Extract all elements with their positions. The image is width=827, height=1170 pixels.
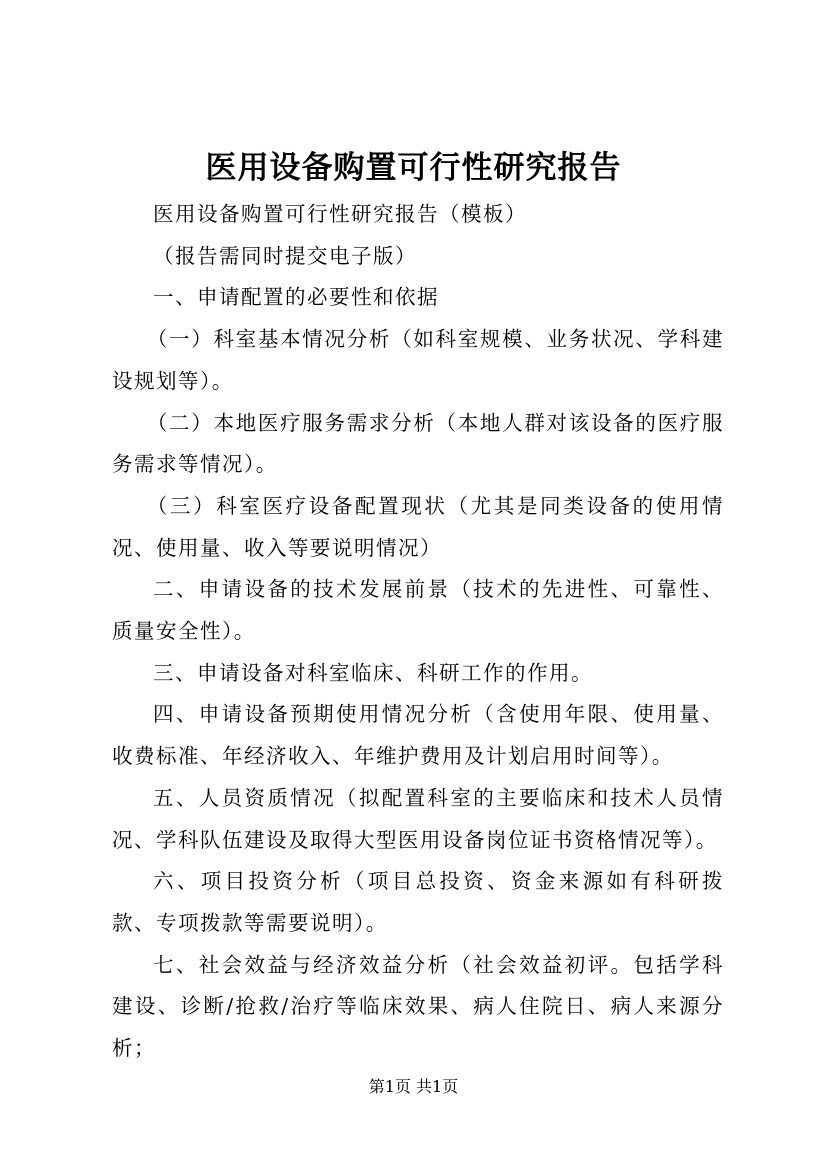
page-footer: 第1页 共1页 [368, 1077, 459, 1096]
paragraph-note: （报告需同时提交电子版） [153, 243, 417, 268]
paragraph-section-2: 二、申请设备的技术发展前景（技术的先进性、可靠性、质量安全性）。 [112, 577, 724, 644]
paragraph-section-4: 四、申请设备预期使用情况分析（含使用年限、使用量、收费标准、年经济收入、年维护费用及计划启用时间等）。 [112, 702, 724, 769]
document-title: 医用设备购置可行性研究报告 [205, 150, 622, 186]
paragraph-section-1-1: （一）科室基本情况分析（如科室规模、业务状况、学科建设规划等）。 [112, 327, 724, 393]
paragraph-section-3: 三、申请设备对科室临床、科研工作的作用。 [153, 660, 593, 685]
document-body [112, 194, 724, 1070]
paragraph-section-1: 一、申请配置的必要性和依据 [153, 285, 439, 310]
paragraph-section-7: 七、社会效益与经济效益分析（社会效益初评。包括学科建设、诊断/抢救/治疗等临床效果、病人住院日、病人来源分析； [112, 952, 724, 1061]
paragraph-section-6: 六、项目投资分析（项目总投资、资金来源如有科研拨款、专项拨款等需要说明）。 [112, 869, 724, 935]
paragraph-section-1-2: （二）本地医疗服务需求分析（本地人群对该设备的医疗服务需求等情况）。 [112, 410, 724, 477]
paragraph-section-5: 五、人员资质情况（拟配置科室的主要临床和技术人员情况、学科队伍建设及取得大型医用设备岗位证书资格情况等）。 [112, 785, 724, 852]
paragraph-section-1-3: （三）科室医疗设备配置现状（尤其是同类设备的使用情况、使用量、收入等要说明情况） [112, 493, 724, 560]
paragraph-subtitle: 医用设备购置可行性研究报告（模板） [153, 202, 527, 226]
